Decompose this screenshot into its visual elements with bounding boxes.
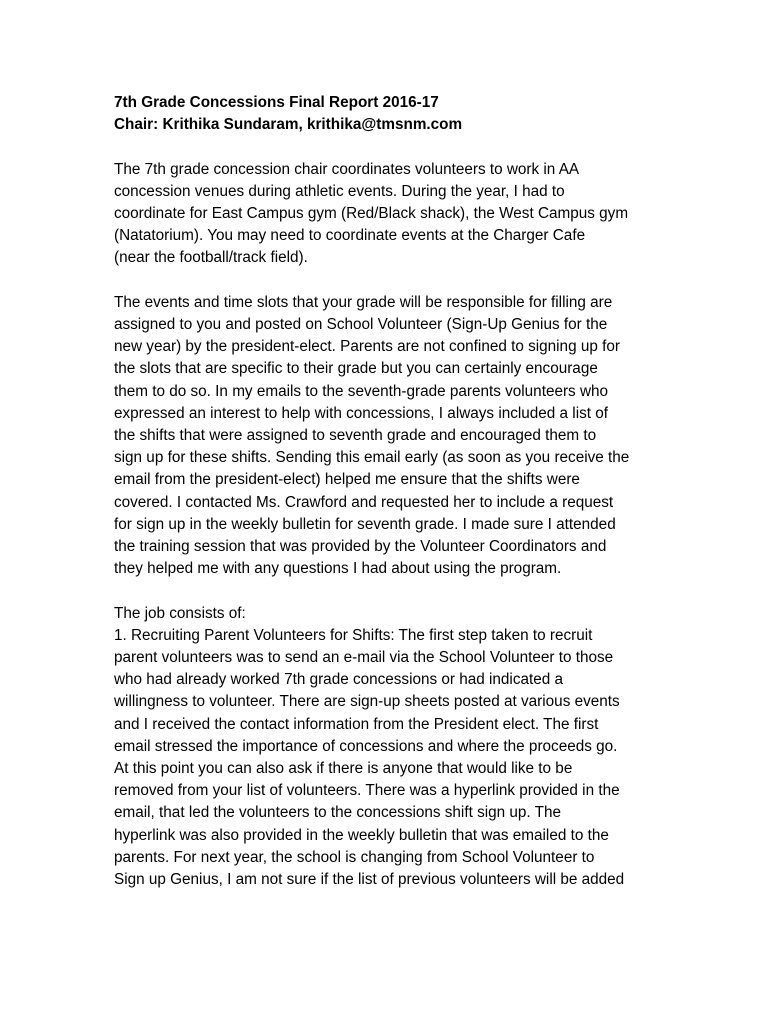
text-line: the training session that was provided by the Volunteer Coordinators and <box>114 538 607 556</box>
paragraph-2 <box>114 292 674 581</box>
text-line: them to do so. In my emails to the seventh-grade parents volunteers who <box>114 382 609 400</box>
text-line: they helped me with any questions I had about using the program. <box>114 560 562 578</box>
text-line: and I received the contact information from the President elect. The first <box>114 715 599 733</box>
paragraph-3 <box>114 603 674 892</box>
text-line: for sign up in the weekly bulletin for seventh grade. I made sure I attended <box>114 515 616 533</box>
paragraph-1 <box>114 159 674 270</box>
text-line: concession venues during athletic events. During the year, I had to <box>114 182 565 200</box>
text-line: covered. I contacted Ms. Crawford and requested her to include a request <box>114 493 614 511</box>
text-line: email stressed the importance of concessions and where the proceeds go. <box>114 737 618 755</box>
document-page <box>114 92 674 913</box>
text-line: sign up for these shifts. Sending this email early (as soon as you receive the <box>114 449 630 467</box>
text-line: assigned to you and posted on School Volunteer (Sign-Up Genius for the <box>114 316 608 333</box>
text-line: The 7th grade concession chair coordinates volunteers to work in AA <box>114 160 580 178</box>
text-line: The events and time slots that your grade will be responsible for filling are <box>114 293 613 311</box>
text-line: email, that led the volunteers to the concessions shift sign up. The <box>114 804 561 822</box>
text-line: 1. Recruiting Parent Volunteers for Shifts: The first step taken to recruit <box>114 626 593 644</box>
text-line: the shifts that were assigned to seventh grade and encouraged them to <box>114 427 597 445</box>
text-line: (Natatorium). You may need to coordinate events at the Charger Cafe <box>114 227 586 245</box>
text-line: who had already worked 7th grade concessions or had indicated a <box>114 671 563 689</box>
report-body <box>114 159 674 892</box>
text-line: (near the football/track field). <box>114 249 308 267</box>
text-line: The job consists of: <box>114 604 246 622</box>
text-line: new year) by the president-elect. Parents are not confined to signing up for <box>114 338 620 356</box>
text-line: Sign up Genius, I am not sure if the list of previous volunteers will be added <box>114 871 625 889</box>
text-line: expressed an interest to help with concessions, I always included a list of <box>114 404 609 422</box>
report-title: 7th Grade Concessions Final Report 2016-17 <box>114 94 439 111</box>
text-line: willingness to volunteer. There are sign-up sheets posted at various events <box>114 693 620 711</box>
report-chair: Chair: Krithika Sundaram, krithika@tmsnm.com <box>114 116 463 134</box>
text-line: email from the president-elect) helped me ensure that the shifts were <box>114 471 580 489</box>
text-line: hyperlink was also provided in the weekly bulletin that was emailed to the <box>114 826 609 844</box>
report-heading <box>114 92 674 136</box>
text-line: parent volunteers was to send an e-mail via the School Volunteer to those <box>114 649 614 667</box>
text-line: coordinate for East Campus gym (Red/Black shack), the West Campus gym <box>114 205 629 222</box>
text-line: removed from your list of volunteers. There was a hyperlink provided in the <box>114 782 620 800</box>
text-line: parents. For next year, the school is changing from School Volunteer to <box>114 848 595 866</box>
text-line: At this point you can also ask if there is anyone that would like to be <box>114 760 573 778</box>
text-line: the slots that are specific to their grade but you can certainly encourage <box>114 360 598 378</box>
